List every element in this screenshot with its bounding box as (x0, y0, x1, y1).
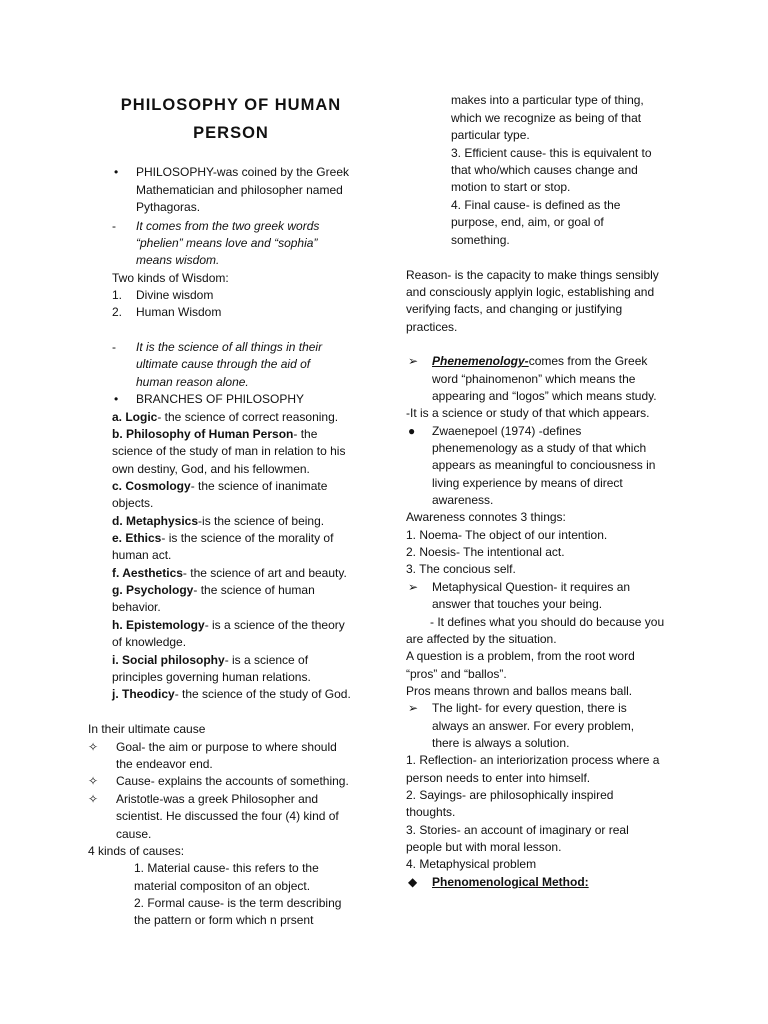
ultimate-cause-heading: In their ultimate cause (88, 722, 206, 736)
phenomenological-method-heading: Phenomenological Method: (432, 875, 589, 889)
wisdom-item: Divine wisdom (136, 288, 214, 302)
method-item-line: thoughts. (406, 805, 456, 819)
philosophy-line: Pythagoras. (136, 200, 201, 214)
branch-line: objects. (112, 496, 154, 510)
arrow-bullet-icon: ➢ (408, 701, 419, 715)
metaphysical-question-line: - It defines what you should do because you (430, 615, 665, 629)
branch-def: -is the science of being. (198, 514, 325, 528)
branch-term: a. Logic (112, 410, 158, 424)
branch-line: of knowledge. (112, 635, 187, 649)
branch-term: i. Social philosophy (112, 653, 225, 667)
science-line: It is the science of all things in their (136, 340, 323, 354)
phenomenology-line: appearing and “logos” which means study. (432, 389, 657, 403)
greek-words-line: means wisdom. (136, 253, 220, 267)
method-item-line: people but with moral lesson. (406, 840, 562, 854)
star-bullet-icon: ✧ (88, 774, 99, 788)
branch-term: j. Theodicy (112, 687, 175, 701)
zwaenepoel-line: awareness. (432, 493, 494, 507)
aristotle-line: cause. (116, 827, 152, 841)
reason-line: Reason- is the capacity to make things sensibly (406, 268, 659, 282)
cause-item-line: that who/which causes change and (451, 163, 638, 177)
reason-line: and consciously applyin logic, establishing and (406, 285, 655, 299)
branch-def: - the science of the study of God. (174, 687, 351, 701)
list-number: 1. (112, 288, 123, 302)
branch-item-cosmology (112, 478, 327, 495)
science-line: human reason alone. (136, 375, 249, 389)
phenomenology-def: comes from the Greek (528, 354, 648, 368)
wisdom-item: Human Wisdom (136, 305, 222, 319)
bullet-icon: • (114, 392, 119, 406)
light-line: always an answer. For every problem, (432, 719, 635, 733)
cause-line: Cause- explains the accounts of something. (116, 774, 349, 788)
method-item-line: 3. Stories- an account of imaginary or real (406, 823, 629, 837)
goal-line: Goal- the aim or purpose to where should (116, 740, 337, 754)
branch-term: b. Philosophy of Human Person (112, 427, 294, 441)
two-kinds-heading: Two kinds of Wisdom: (112, 271, 229, 285)
branch-def: - the (293, 427, 318, 441)
branch-def: - the science of art and beauty. (182, 566, 347, 580)
formal-cause-line: makes into a particular type of thing, (451, 93, 644, 107)
reason-line: verifying facts, and changing or justifying (406, 302, 623, 316)
branch-item-aesthetics (112, 565, 347, 582)
branch-item-epistemology (112, 617, 345, 634)
formal-cause-line: which we recognize as being of that (451, 111, 642, 125)
four-kinds-heading: 4 kinds of causes: (88, 844, 185, 858)
zwaenepoel-line: Zwaenepoel (1974) -defines (432, 424, 582, 438)
science-line: ultimate cause through the aid of (136, 357, 311, 371)
branch-line: human act. (112, 548, 172, 562)
awareness-item: 3. The concious self. (406, 562, 516, 576)
zwaenepoel-line: appears as meaningful to conciousness in (432, 458, 656, 472)
branches-heading: BRANCHES OF PHILOSOPHY (136, 392, 305, 406)
zwaenepoel-line: living experience by means of direct (432, 476, 623, 490)
branch-def: - the science of inanimate (190, 479, 328, 493)
branch-def: - the science of correct reasoning. (157, 410, 339, 424)
branch-item-social-philosophy (112, 652, 308, 669)
branch-term: g. Psychology (112, 583, 194, 597)
title-line-2: PERSON (193, 124, 269, 142)
branch-line: science of the study of man in relation to his (112, 444, 346, 458)
philosophy-line: PHILOSOPHY-was coined by the Greek (136, 165, 349, 179)
branch-term: e. Ethics (112, 531, 162, 545)
branch-def: - the science of human (193, 583, 315, 597)
light-line: The light- for every question, there is (432, 701, 627, 715)
question-line: “pros” and “ballos”. (406, 667, 507, 681)
bullet-icon: • (114, 165, 119, 179)
aristotle-line: scientist. He discussed the four (4) kind of (116, 809, 339, 823)
filled-circle-bullet-icon: ● (408, 424, 416, 438)
question-line: A question is a problem, from the root word (406, 649, 635, 663)
branch-item-logic (112, 409, 338, 426)
dash-marker: - (112, 340, 116, 354)
awareness-item: 1. Noema- The object of our intention. (406, 528, 608, 542)
star-bullet-icon: ✧ (88, 740, 99, 754)
branch-item-theodicy (112, 686, 351, 703)
awareness-heading: Awareness connotes 3 things: (406, 510, 566, 524)
philosophy-line: Mathematician and philosopher named (136, 183, 343, 197)
aristotle-line: Aristotle-was a greek Philosopher and (116, 792, 319, 806)
goal-line: the endeavor end. (116, 757, 213, 771)
cause-item-line: 4. Final cause- is defined as the (451, 198, 621, 212)
cause-item-line: motion to start or stop. (451, 180, 571, 194)
branch-line: own destiny, God, and his fellowmen. (112, 462, 310, 476)
phenomenology-line (432, 353, 647, 370)
branch-item-ethics (112, 530, 333, 547)
method-item-line: 2. Sayings- are philosophically inspired (406, 788, 614, 802)
cause-item-line: material compositon of an object. (134, 879, 311, 893)
branch-def: - is a science of (224, 653, 309, 667)
branch-item-psychology (112, 582, 315, 599)
branch-term: h. Epistemology (112, 618, 205, 632)
branch-line: behavior. (112, 600, 161, 614)
metaphysical-question-line: answer that touches your being. (432, 597, 603, 611)
reason-line: practices. (406, 320, 458, 334)
phenomenology-line: -It is a science or study of that which appears. (406, 406, 650, 420)
branch-item-human-person (112, 426, 317, 443)
arrow-bullet-icon: ➢ (408, 580, 419, 594)
list-number: 2. (112, 305, 123, 319)
method-item-line: 1. Reflection- an interiorization process where a (406, 753, 660, 767)
branch-def: - is the science of the morality of (161, 531, 334, 545)
cause-item-line: the pattern or form which n prsent (134, 913, 314, 927)
awareness-item: 2. Noesis- The intentional act. (406, 545, 565, 559)
arrow-bullet-icon: ➢ (408, 354, 419, 368)
diamond-bullet-icon: ◆ (408, 875, 418, 889)
branch-term: d. Metaphysics (112, 514, 199, 528)
method-item-line: person needs to enter into himself. (406, 771, 591, 785)
cause-item-line: something. (451, 233, 510, 247)
cause-item-line: 2. Formal cause- is the term describing (134, 896, 342, 910)
greek-words-line: “phelien” means love and “sophia” (136, 236, 318, 250)
star-bullet-icon: ✧ (88, 792, 99, 806)
cause-item-line: purpose, end, aim, or goal of (451, 215, 604, 229)
greek-words-line: It comes from the two greek words (136, 219, 320, 233)
cause-item-line: 3. Efficient cause- this is equivalent to (451, 146, 652, 160)
branch-line: principles governing human relations. (112, 670, 311, 684)
branch-item-metaphysics (112, 513, 324, 530)
pros-line: Pros means thrown and ballos means ball. (406, 684, 633, 698)
title-line-1: PHILOSOPHY OF HUMAN (120, 96, 342, 114)
phenomenology-term: Phenemenology- (432, 354, 529, 368)
formal-cause-line: particular type. (451, 128, 530, 142)
zwaenepoel-line: phenemenology as a study of that which (432, 441, 647, 455)
branch-term: f. Aesthetics (112, 566, 183, 580)
dash-marker: - (112, 219, 116, 233)
branch-term: c. Cosmology (112, 479, 191, 493)
light-line: there is always a solution. (432, 736, 570, 750)
metaphysical-question-line: are affected by the situation. (406, 632, 557, 646)
branch-def: - is a science of the theory (204, 618, 345, 632)
cause-item-line: 1. Material cause- this refers to the (134, 861, 319, 875)
metaphysical-question-line: Metaphysical Question- it requires an (432, 580, 631, 594)
phenomenology-line: word “phainomenon” which means the (432, 372, 636, 386)
method-item-line: 4. Metaphysical problem (406, 857, 537, 871)
